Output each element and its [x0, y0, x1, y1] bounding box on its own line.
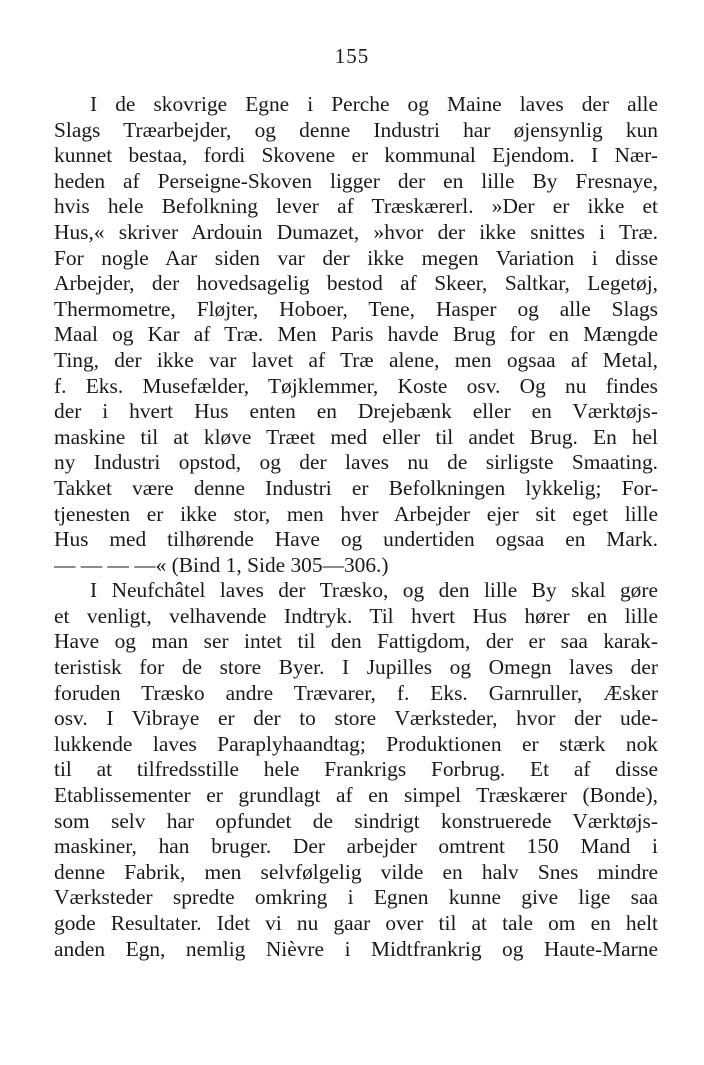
text-line: gode Resultater. Idet vi nu gaar over til at tale om en helt — [54, 911, 658, 935]
text-line: foruden Træsko andre Trævarer, f. Eks. Garnruller, Æsker — [54, 680, 658, 705]
text-line: som selv har opfundet de sindrigt konstruerede Værktøjs- — [54, 808, 658, 833]
text-line: For nogle Aar siden var der ikke megen Variation i disse — [54, 245, 658, 270]
text-line: Maal og Kar af Træ. Men Paris havde Brug for en Mængde — [54, 322, 658, 347]
text-line: kunnet bestaa, fordi Skovene er kommunal Ejendom. I Nær- — [54, 143, 658, 168]
text-line: hvis hele Befolkning lever af Træskærerl. »Der er ikke et — [54, 194, 658, 219]
text-line: teristisk for de store Byer. I Jupilles og Omegn laves der — [54, 655, 658, 680]
text-line: Takket være denne Industri er Befolkningen lykkelig; For- — [54, 475, 658, 500]
text-line: denne Fabrik, men selvfølgelig vilde en halv Snes mindre — [54, 859, 658, 884]
text-line: osv. I Vibraye er der to store Værksteder, hvor der ude- — [54, 706, 658, 731]
text-line: Hus med tilhørende Have og undertiden ogsaa en Mark. — [54, 527, 658, 552]
text-line: Thermometre, Fløjter, Hoboer, Tene, Hasper og alle Slags — [54, 296, 658, 321]
text-line: anden Egn, nemlig Nièvre i Midtfrankrig og Haute-Marne — [54, 936, 658, 961]
text-line: — — — —« (Bind 1, Side 305—306.) — [54, 552, 389, 577]
text-line: der i hvert Hus enten en Drejebænk eller en Værktøjs- — [54, 399, 658, 424]
page-number: 155 — [334, 44, 370, 68]
text-line: heden af Perseigne-Skoven ligger der en lille By Fresnaye, — [54, 168, 658, 193]
text-line: ny Industri opstod, og der laves nu de sirligste Smaating. — [54, 450, 658, 475]
text-line: lukkende laves Paraplyhaandtag; Produktionen er stærk nok — [54, 731, 658, 756]
text-line: f. Eks. Musefælder, Tøjklemmer, Koste osv. Og nu findes — [54, 373, 658, 398]
text-line: til at tilfredsstille hele Frankrigs Forbrug. Et af disse — [54, 757, 658, 782]
body-text — [54, 92, 658, 962]
text-line: Værksteder spredte omkring i Egnen kunne give lige saa — [54, 885, 658, 910]
text-line: Hus,« skriver Ardouin Dumazet, »hvor der ikke snittes i Træ. — [54, 219, 658, 244]
text-line: I Neufchâtel laves der Træsko, og den lille By skal gøre — [90, 578, 658, 603]
text-line: tjenesten er ikke stor, men hver Arbejder ejer sit eget lille — [54, 501, 658, 526]
text-line: Arbejder, der hovedsagelig bestod af Skeer, Saltkar, Legetøj, — [54, 271, 658, 296]
text-line: Slags Træarbejder, og denne Industri har øjensynlig kun — [54, 117, 658, 142]
text-line: maskine til at kløve Træet med eller til andet Brug. En hel — [54, 424, 658, 449]
text-line: I de skovrige Egne i Perche og Maine laves der alle — [90, 92, 658, 116]
text-line: maskiner, han bruger. Der arbejder omtrent 150 Mand i — [54, 834, 658, 859]
text-line: Ting, der ikke var lavet af Træ alene, men ogsaa af Metal, — [54, 347, 658, 372]
text-line: Etablissementer er grundlagt af en simpel Træskærer (Bonde), — [54, 783, 658, 808]
text-line: et venligt, velhavende Indtryk. Til hvert Hus hører en lille — [54, 603, 658, 628]
text-line: Have og man ser intet til den Fattigdom, der er saa karak- — [54, 629, 658, 654]
